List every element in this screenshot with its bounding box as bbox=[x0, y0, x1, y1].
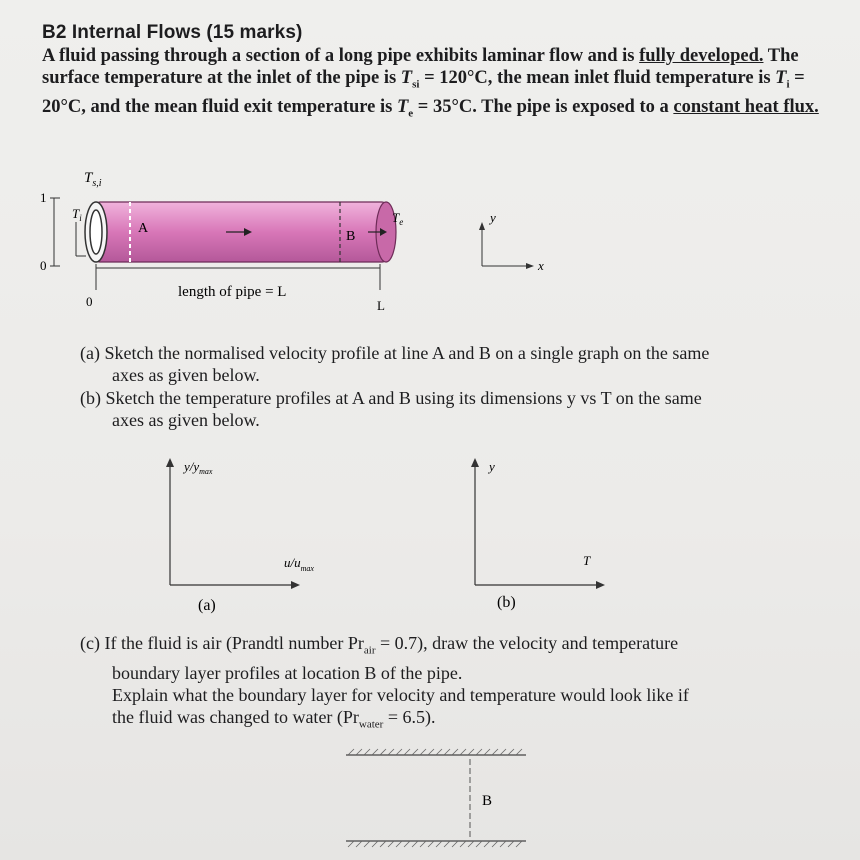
bottom-zero-label: 0 bbox=[86, 294, 93, 309]
channel-diagram bbox=[340, 745, 540, 855]
graph-a-caption: (a) bbox=[198, 597, 216, 614]
end-l-label: L bbox=[377, 298, 385, 313]
graph-b-caption: (b) bbox=[497, 594, 516, 611]
graph-a-x-arrowhead bbox=[291, 581, 300, 589]
fully-developed-text: fully developed. bbox=[639, 46, 764, 66]
graph-b-y-arrowhead bbox=[471, 458, 479, 467]
coord-x-label: x bbox=[538, 258, 544, 273]
graph-a bbox=[160, 455, 360, 625]
tsi-label: $T_{s,i}$ bbox=[84, 170, 102, 189]
channel-bottom-hatch bbox=[348, 841, 522, 847]
channel-b-label: B bbox=[482, 793, 493, 809]
channel-top-hatch bbox=[348, 749, 522, 755]
left-zero-label: 0 bbox=[40, 258, 47, 273]
coord-y-label: y bbox=[490, 210, 496, 225]
length-label: length of pipe = L bbox=[178, 284, 287, 300]
graph-b bbox=[465, 455, 645, 625]
pipe-diagram bbox=[30, 160, 590, 320]
coord-x-arrowhead bbox=[526, 263, 534, 269]
left-one-label: 1 bbox=[40, 190, 47, 205]
question-c: (c) If the fluid is air (Prandtl number $Pr_{air} = 0.7$), draw the velocity and temperature boundary layer profiles at location B of the pipe. Explain what the boundary layer for velocity and temperature would look like if the fluid was changed to water $(Pr_{water} = 6.5)$. bbox=[80, 633, 689, 731]
constant-heat-flux-text: constant heat flux. bbox=[673, 96, 819, 117]
question-b: (b) Sketch the temperature profiles at A and B using its dimensions y vs T on the same axes as given below. bbox=[80, 388, 702, 430]
graph-a-y-label: $y/y_{max}$ bbox=[184, 459, 213, 476]
graph-b-x-arrowhead bbox=[596, 581, 605, 589]
graph-a-x-label: $u/u_{max}$ bbox=[284, 555, 314, 573]
line-b-label: B bbox=[346, 229, 356, 244]
problem-statement: A fluid passing through a section of a long pipe exhibits laminar flow and is fully developed. The surface temperature at the inlet of the pipe is $T_{si} = 120^\circ C$, the mean inlet fluid temperature is $T_i = 20^\circ C$, and the mean fluid exit temperature is $T_e = 35^\circ C$. The pipe is exposed to a constant heat flux. bbox=[42, 46, 819, 120]
question-a: (a) Sketch the normalised velocity profile at line A and B on a single graph on the same axes as given below. bbox=[80, 343, 710, 385]
line-a-label: A bbox=[138, 221, 149, 236]
ti-label: $T_i$ bbox=[72, 206, 82, 223]
te-label: $T_e$ bbox=[392, 210, 404, 227]
question-title: B2 Internal Flows (15 marks) bbox=[42, 22, 303, 43]
pipe-inlet-inner bbox=[90, 210, 102, 254]
coord-y-arrowhead bbox=[479, 222, 485, 230]
graph-b-y-label: y bbox=[489, 459, 495, 474]
graph-a-y-arrowhead bbox=[166, 458, 174, 467]
graph-b-x-label: T bbox=[583, 553, 591, 568]
